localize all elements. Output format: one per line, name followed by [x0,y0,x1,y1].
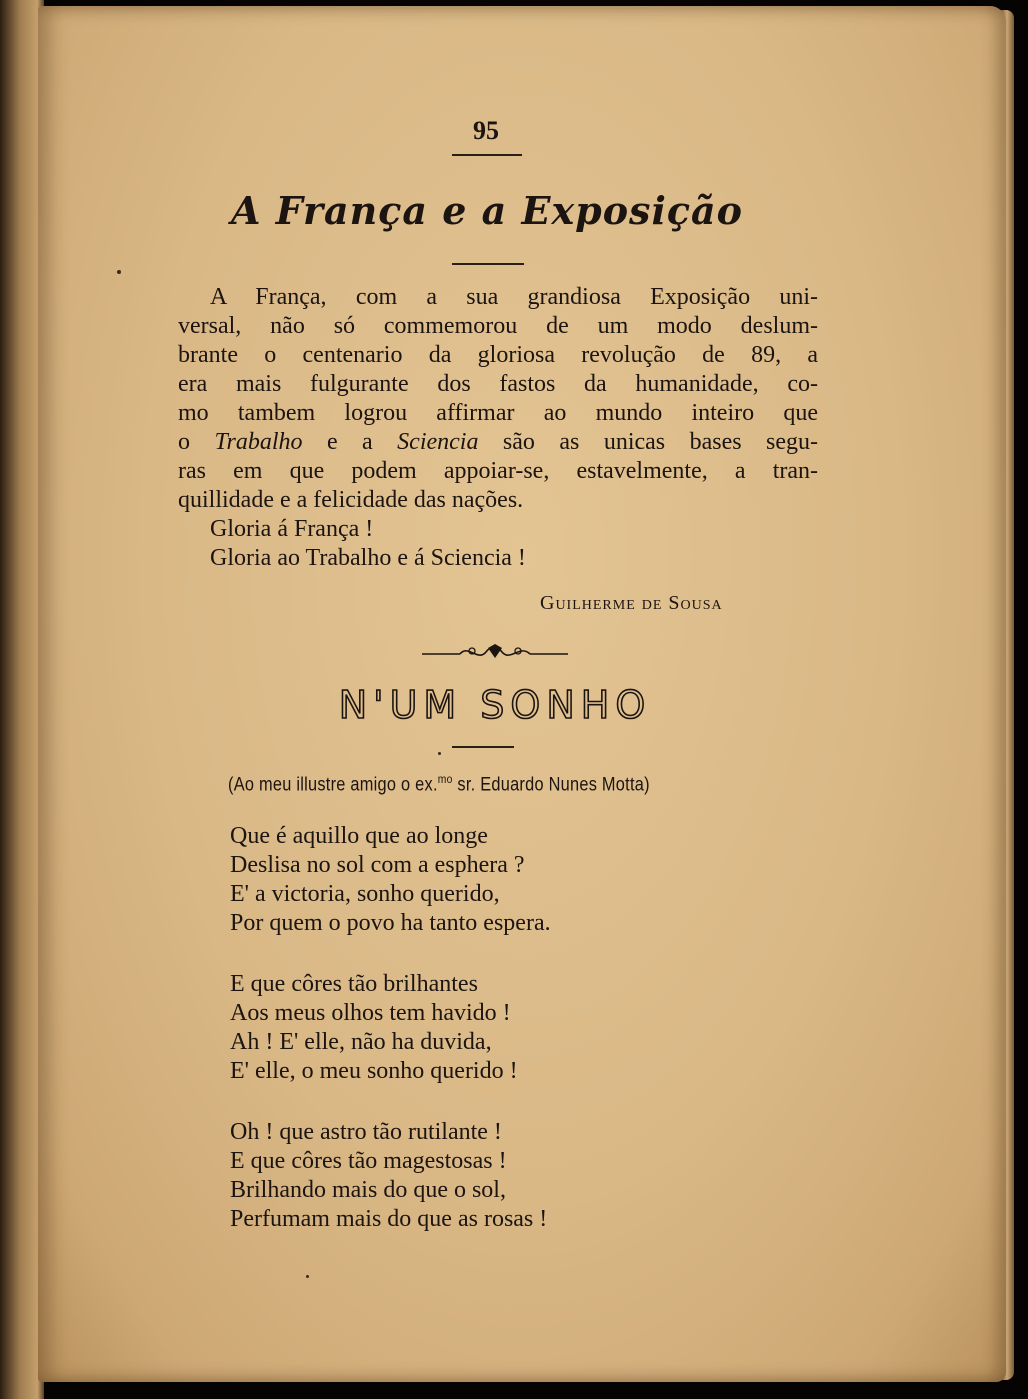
poem-stanza-1 [230,822,690,938]
poem-title: N'UM SONHO [338,683,652,727]
verse-line: Por quem o povo ha tanto espera. [230,910,551,936]
body-line: era mais fulgurante dos fastos da humanidade, co- [178,371,818,397]
verse-line: Oh ! que astro tão rutilante ! [230,1119,502,1145]
exclamation-line: Gloria á França ! [210,516,374,542]
flourish-ornament [420,640,570,666]
verse-line: Brilhando mais do que o sol, [230,1177,506,1203]
poem-title-rule [452,746,514,748]
body-line: ras em que podem appoiar-se, estavelmente, a tran- [178,458,818,484]
poem-stanza-3 [230,1118,690,1234]
verse-line: Ah ! E' elle, não ha duvida, [230,1029,492,1055]
body-text: e a [302,429,398,455]
body-line [178,428,818,457]
article-title: A França e a Exposição [230,188,743,233]
body-line: mo tambem logrou affirmar ao mundo inteiro que [178,400,818,426]
paper-speck [117,270,121,274]
body-line: versal, não só commemorou de um modo deslum- [178,313,818,339]
verse-line: E' a victoria, sonho querido, [230,881,500,907]
verse-line: Perfumam mais do que as rosas ! [230,1206,548,1232]
body-line: A França, com a sua grandiosa Exposição uni- [210,284,818,310]
poem-stanza-2 [230,970,690,1086]
verse-line: E que côres tão brilhantes [230,971,478,997]
dedication-superscript: mo [437,772,453,786]
article-body [178,283,818,573]
paper-speck [438,752,441,755]
body-line: quillidade e a felicidade das nações. [178,487,524,513]
title-rule [452,263,524,265]
body-line: brante o centenario da gloriosa revolução de 89, a [178,342,818,368]
emphasis-trabalho: Trabalho [214,429,303,455]
verse-line: Aos meus olhos tem havido ! [230,1000,511,1026]
verse-line: Que é aquillo que ao longe [230,823,488,849]
verse-line: Deslisa no sol com a esphera ? [230,852,525,878]
exclamation-line: Gloria ao Trabalho e á Sciencia ! [210,545,526,571]
verse-line: E que côres tão magestosas ! [230,1148,507,1174]
dedication-text: sr. Eduardo Nunes Motta) [452,774,650,796]
paper-speck [306,1275,309,1278]
dedication-text: (Ao meu illustre amigo o ex. [228,774,438,796]
verse-line: E' elle, o meu sonho querido ! [230,1058,518,1084]
page-number: 95 [473,116,499,145]
body-text: são as unicas bases segu- [478,429,819,455]
emphasis-sciencia: Sciencia [397,429,479,455]
poem-dedication [228,772,692,796]
page-number-rule [452,154,522,156]
body-text: o [178,429,215,455]
article-author: Guilherme de Sousa [540,592,723,614]
